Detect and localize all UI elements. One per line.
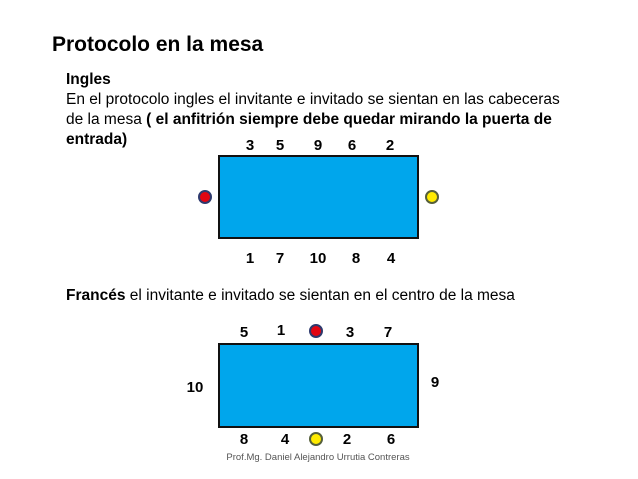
ingles-bottom-seat-2: 7 (275, 250, 285, 267)
ingles-guest-seat-marker (425, 190, 439, 204)
frances-guest-seat-marker (309, 432, 323, 446)
ingles-top-seat-5: 2 (385, 137, 395, 154)
footer-credit: Prof.Mg. Daniel Alejandro Urrutia Contreras (226, 452, 410, 463)
ingles-top-seat-3: 9 (313, 137, 323, 154)
ingles-host-seat-marker (198, 190, 212, 204)
frances-bottom-seat-3: 2 (342, 431, 352, 448)
ingles-text-line-2 (66, 110, 552, 130)
ingles-table (218, 155, 419, 239)
frances-bottom-seat-4: 6 (386, 431, 396, 448)
frances-bottom-seat-2: 4 (280, 431, 290, 448)
ingles-bottom-seat-3: 10 (309, 250, 327, 267)
ingles-bottom-seat-5: 4 (386, 250, 396, 267)
ingles-text-line-3: entrada) (66, 131, 128, 148)
frances-table (218, 343, 419, 428)
ingles-text-line-1: En el protocolo ingles el invitante e invitado se sientan en las cabeceras (66, 91, 560, 108)
ingles-top-seat-1: 3 (245, 137, 255, 154)
page-title: Protocolo en la mesa (52, 33, 264, 56)
frances-top-seat-2: 1 (276, 322, 286, 339)
ingles-top-seat-4: 6 (347, 137, 357, 154)
frances-top-seat-3: 3 (345, 324, 355, 341)
frances-top-seat-1: 5 (239, 324, 249, 341)
ingles-text-bold: ( el anfitrión siempre debe quedar mirando la puerta de (146, 111, 552, 128)
ingles-bottom-seat-4: 8 (351, 250, 361, 267)
frances-left-seat: 10 (186, 379, 204, 396)
frances-text (66, 286, 515, 306)
frances-heading: Francés (66, 287, 126, 304)
frances-host-seat-marker (309, 324, 323, 338)
ingles-top-seat-2: 5 (275, 137, 285, 154)
ingles-heading: Ingles (66, 71, 111, 88)
frances-right-seat: 9 (430, 374, 440, 391)
frances-top-seat-4: 7 (383, 324, 393, 341)
ingles-text-plain: de la mesa (66, 111, 147, 128)
frances-bottom-seat-1: 8 (239, 431, 249, 448)
ingles-bottom-seat-1: 1 (245, 250, 255, 267)
frances-description: el invitante e invitado se sientan en el centro de la mesa (125, 287, 515, 304)
